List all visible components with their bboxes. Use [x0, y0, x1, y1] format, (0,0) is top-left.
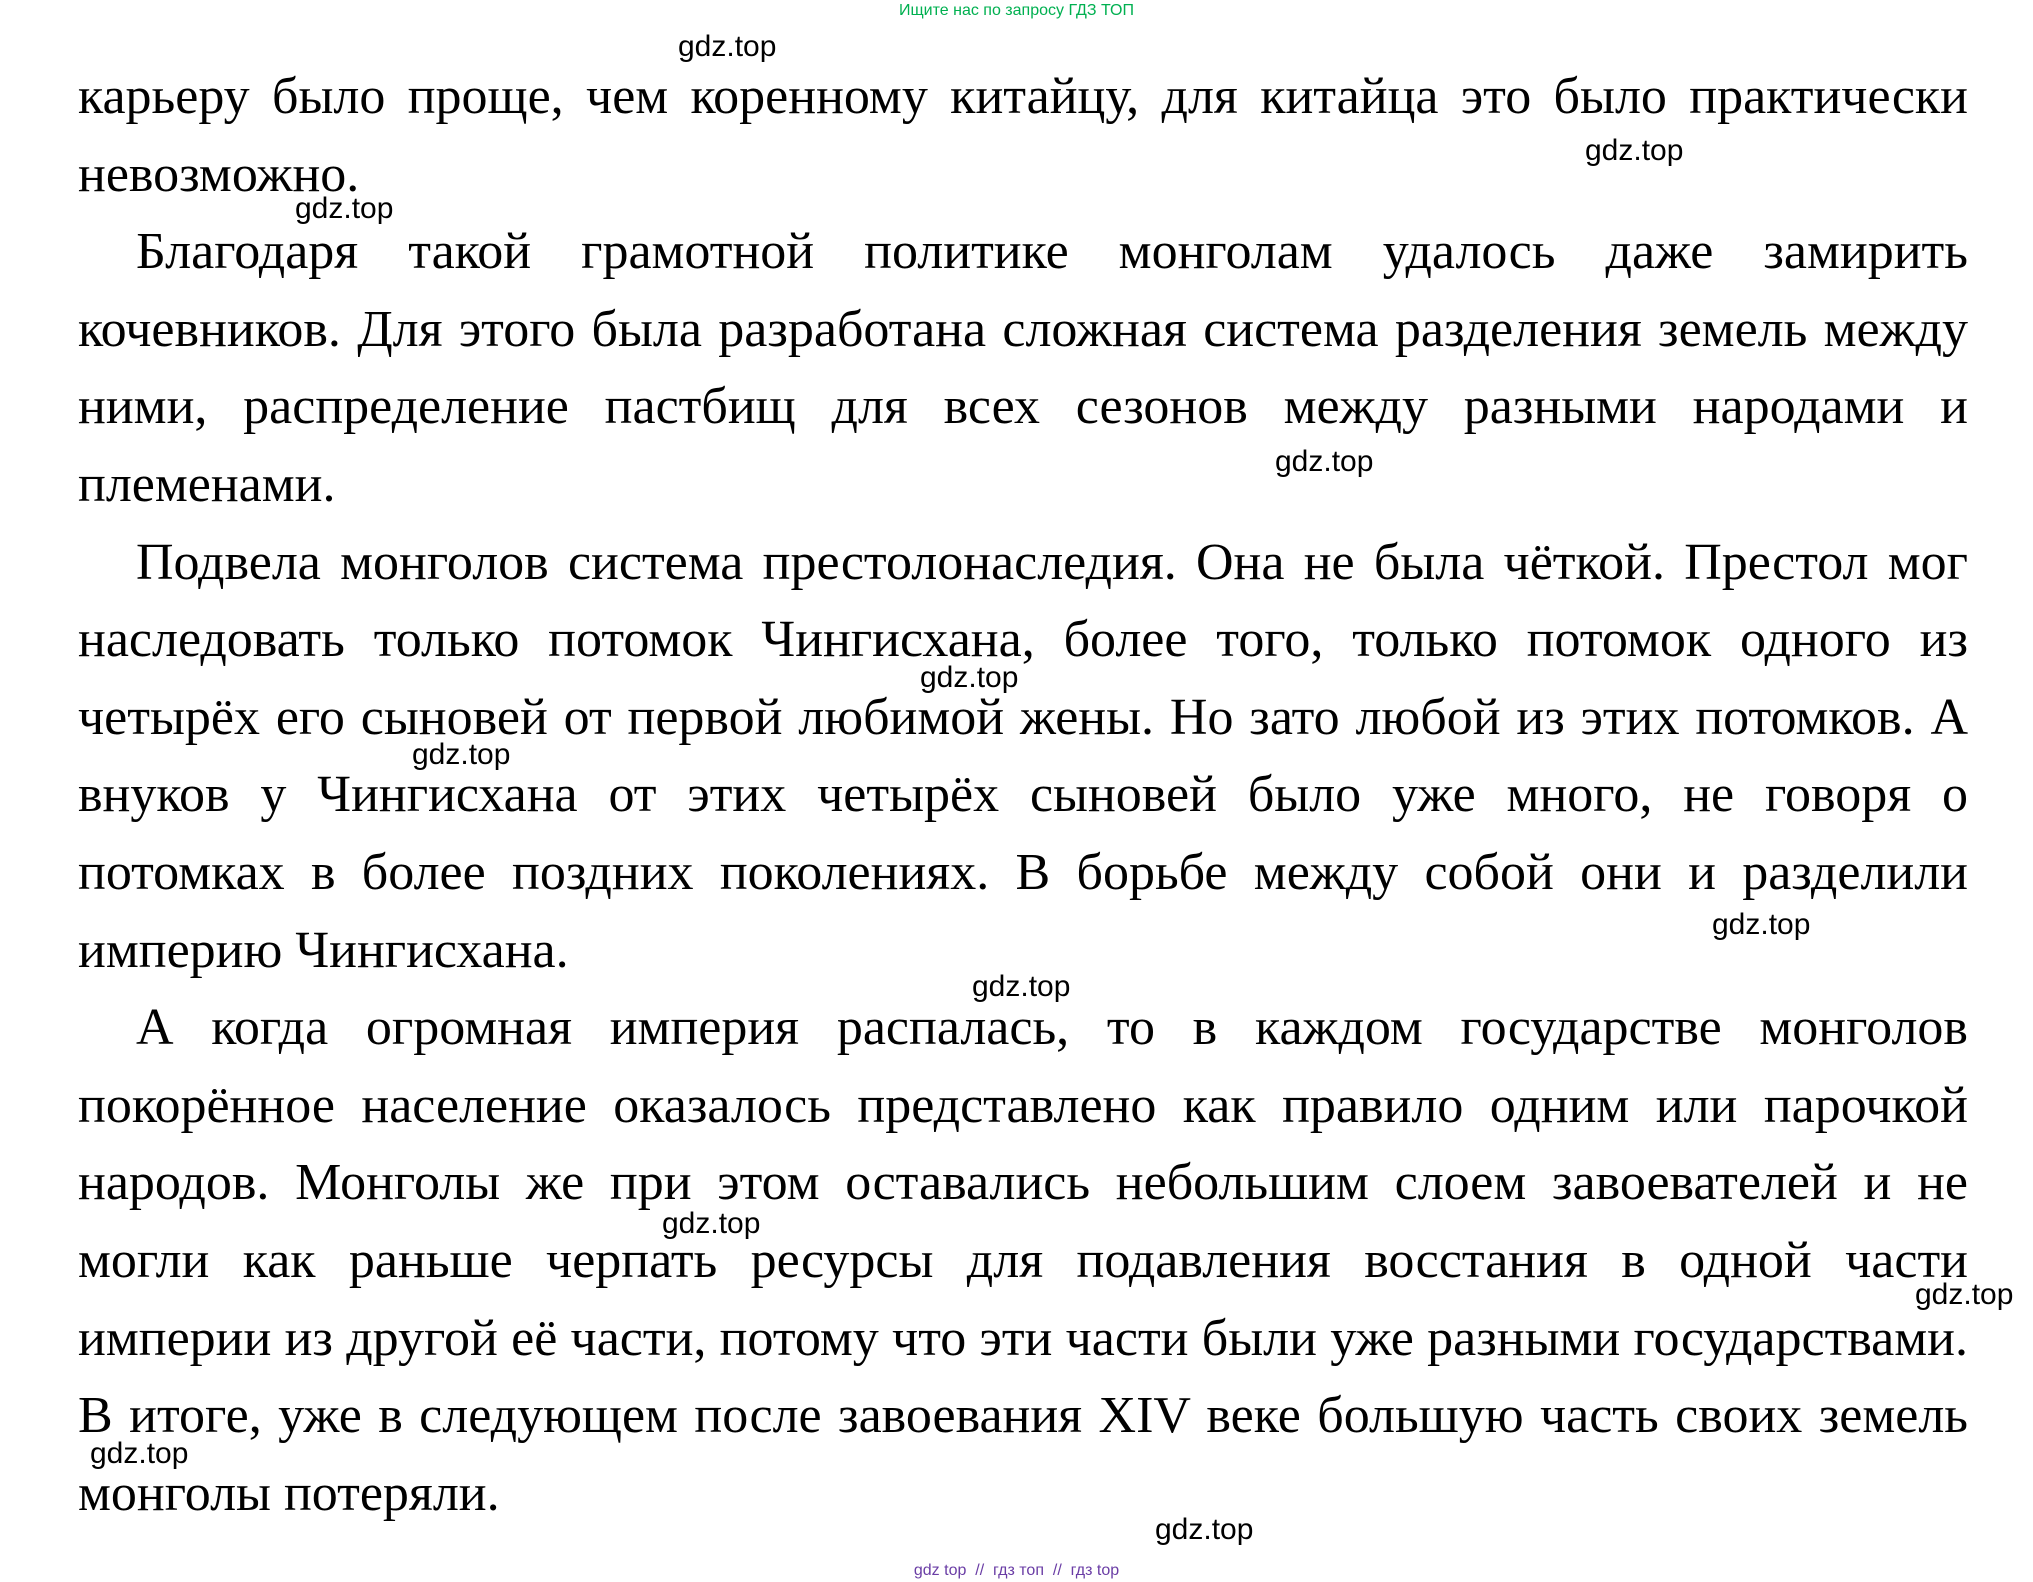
watermark: gdz.top [662, 1207, 761, 1240]
watermark: gdz.top [1275, 445, 1374, 478]
paragraph-4: А когда огромная империя распалась, то в каждом государстве монголов покорённое население оказалось представлено как правило одним или парочкой народов. Монголы же при этом оставались небольшим слоем завоевателей и не могли как раньше черпать ресурсы для подавления восстания в одной части империи из другой её части, потому что эти части были уже разными государствами. В итоге, уже в следующем после завоевания XIV веке большую часть своих земель монголы потеряли. [78, 999, 1968, 1522]
watermark: gdz.top [90, 1437, 189, 1470]
watermark: gdz.top [412, 738, 511, 771]
paragraph-1: карьеру было проще, чем коренному китайцу, для китайца это было практически невозможно. [78, 68, 1968, 203]
watermark: gdz.top [1155, 1513, 1254, 1546]
watermark: gdz.top [678, 30, 777, 63]
watermark: gdz.top [1712, 908, 1811, 941]
paragraph-2: Благодаря такой грамотной политике монголам удалось даже замирить кочевников. Для этого была разработана сложная система разделения земель между ними, распределение пастбищ для всех сезонов между разными народами и племенами. [78, 223, 1968, 513]
watermark: gdz.top [1915, 1278, 2014, 1311]
watermark: gdz.top [972, 970, 1071, 1003]
watermark: gdz.top [920, 661, 1019, 694]
top-banner[interactable]: Ищите нас по запросу ГДЗ ТОП [899, 2, 1134, 19]
watermark: gdz.top [1585, 134, 1684, 167]
document-body [78, 58, 1968, 1532]
footer-links[interactable]: gdz top // гдз топ // гдз top [913, 1562, 1120, 1579]
paragraph-3: Подвела монголов система престолонаследия. Она не была чёткой. Престол мог наследовать только потомок Чингисхана, более того, только потомок одного из четырёх его сыновей от первой любимой жены. Но зато любой из этих потомков. А внуков у Чингисхана от этих четырёх сыновей было уже много, не говоря о потомках в более поздних поколениях. В борьбе между собой они и разделили империю Чингисхана. [78, 533, 1968, 979]
watermark: gdz.top [295, 192, 394, 225]
